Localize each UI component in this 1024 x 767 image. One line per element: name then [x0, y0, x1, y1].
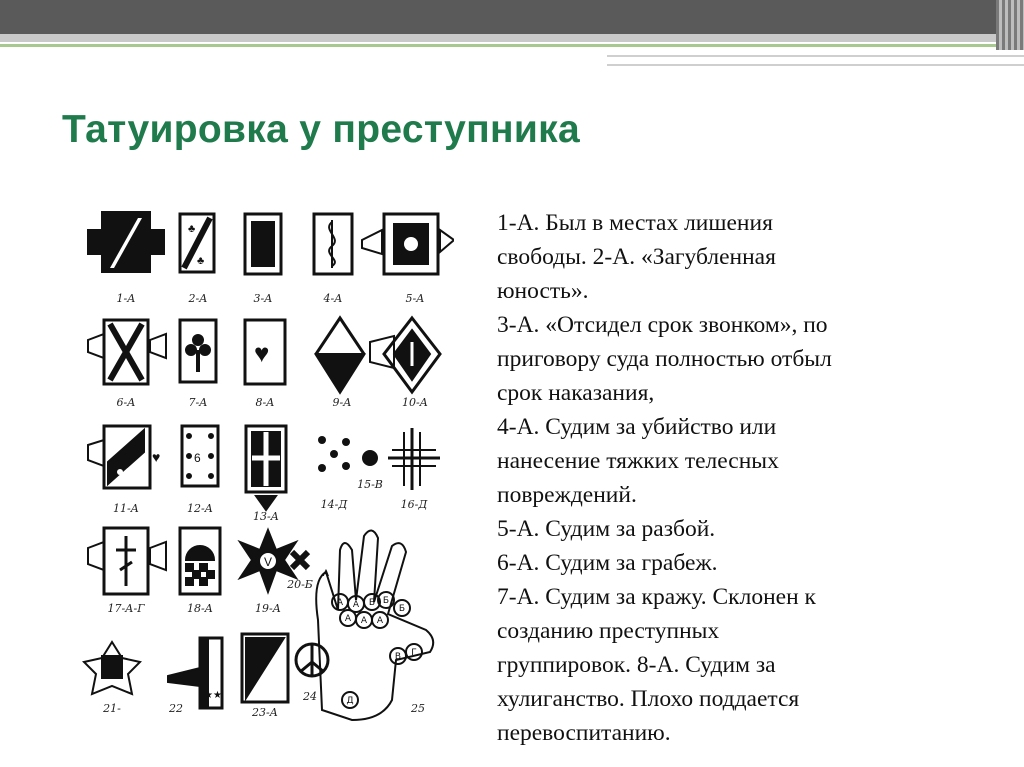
tattoo-8a [245, 320, 285, 384]
tattoo-caption: 12-А [186, 502, 214, 515]
finger-letter: В [394, 652, 402, 662]
tattoo-11a [88, 426, 160, 488]
tattoo-caption: 4-А [323, 292, 343, 305]
tattoo-caption: 21- [103, 702, 121, 715]
tattoo-1a [88, 212, 164, 272]
finger-letter: А [336, 598, 344, 608]
tattoo-12a [182, 426, 218, 486]
body-line: юность». [497, 278, 589, 304]
tattoo-17ag [88, 528, 166, 594]
body-line: 1-А. Был в местах лишения [497, 210, 773, 236]
finger-letter: Д [346, 696, 354, 706]
tattoo-caption: 25 [411, 702, 425, 715]
tattoo-caption: 1-А [116, 292, 136, 305]
tattoo-23a [242, 634, 288, 702]
svg-text:♥: ♥ [254, 338, 270, 368]
tattoo-7a [180, 320, 216, 382]
header-band-light [0, 34, 1024, 42]
tattoo-caption: 14-Д [320, 498, 348, 511]
tattoo-16d [388, 428, 440, 490]
header-band [0, 0, 1024, 34]
body-line: 6-А. Судим за грабеж. [497, 550, 718, 576]
tattoo-caption: 15-В [357, 478, 383, 491]
tattoo-14d [318, 436, 350, 472]
tattoo-3a [245, 214, 281, 274]
svg-text:V: V [264, 555, 273, 569]
body-line: 7-А. Судим за кражу. Склонен к [497, 584, 816, 610]
tattoo-caption: 7-А [188, 396, 208, 409]
body-line: приговору суда полностью отбыл [497, 346, 832, 372]
tattoo-caption: 19-А [254, 602, 282, 615]
tattoo-5a [362, 214, 454, 274]
header-stripes [996, 0, 1024, 50]
svg-text:♥: ♥ [152, 449, 161, 465]
header-accent-line [0, 44, 1024, 47]
tattoo-caption: 9-А [332, 396, 352, 409]
tattoo-18a [180, 528, 220, 594]
finger-letter: Г [411, 648, 417, 658]
tattoo-caption: 10-А [401, 396, 429, 409]
tattoo-caption: 6-А [116, 396, 136, 409]
finger-letter: А [344, 614, 352, 624]
tattoo-caption: 24 [303, 690, 317, 703]
body-line: 3-А. «Отсидел срок звонком», по [497, 312, 828, 338]
body-line: 4-А. Судим за убийство или [497, 414, 777, 440]
body-line: срок наказания, [497, 380, 655, 406]
tattoo-caption: 22 [169, 702, 183, 715]
tattoo-caption: 3-А [253, 292, 273, 305]
svg-text:♣: ♣ [188, 223, 196, 235]
body-text [497, 206, 967, 750]
tattoo-24 [296, 644, 328, 676]
finger-letter: А [360, 616, 368, 626]
tattoo-4a [314, 214, 352, 274]
svg-text:★★: ★★ [204, 690, 222, 701]
tattoo-caption: 18-А [186, 602, 214, 615]
tattoo-2a [180, 214, 214, 272]
tattoo-20b [292, 552, 308, 568]
body-line: нанесение тяжких телесных [497, 448, 779, 474]
tattoo-caption: 20-Б [287, 578, 313, 591]
body-line: свободы. 2-А. «Загубленная [497, 244, 776, 270]
body-line: хулиганство. Плохо поддается [497, 686, 800, 712]
tattoo-21 [84, 642, 140, 694]
tattoo-10a [370, 318, 440, 392]
tattoo-caption: 17-А-Г [107, 602, 145, 615]
body-line: 5-А. Судим за разбой. [497, 516, 716, 542]
finger-letter: Б [368, 598, 376, 608]
body-line: группировок. 8-А. Судим за [497, 652, 776, 678]
header-rule-1 [607, 55, 1024, 57]
body-line: созданию преступных [497, 618, 720, 644]
tattoo-caption: 11-А [112, 502, 140, 515]
tattoo-caption: 16-Д [400, 498, 428, 511]
tattoo-caption: 23-А [251, 706, 279, 719]
tattoo-22 [168, 638, 222, 708]
tattoo-caption: 5-А [405, 292, 425, 305]
hand-drawing [316, 530, 433, 720]
tattoo-caption: 8-А [255, 396, 275, 409]
tattoo-caption: 13-А [252, 510, 280, 523]
finger-letter: Б [382, 596, 390, 606]
body-line: повреждений. [497, 482, 637, 508]
slide-title: Татуировка у преступника [62, 108, 580, 151]
finger-letter: А [376, 616, 384, 626]
tattoo-15v [363, 451, 377, 465]
body-line: перевоспитанию. [497, 720, 671, 746]
tattoo-6a [88, 320, 166, 384]
tattoo-13a [246, 426, 286, 510]
tattoo-caption: 2-А [188, 292, 208, 305]
svg-text:♣: ♣ [197, 255, 205, 267]
tattoo-9a [316, 318, 364, 392]
finger-letter: Б [398, 604, 406, 614]
tattoo-chart [82, 200, 454, 725]
svg-text:6: 6 [194, 451, 201, 465]
header-rule-2 [607, 64, 1024, 66]
finger-letter: А [322, 569, 330, 579]
finger-letter: А [352, 600, 360, 610]
